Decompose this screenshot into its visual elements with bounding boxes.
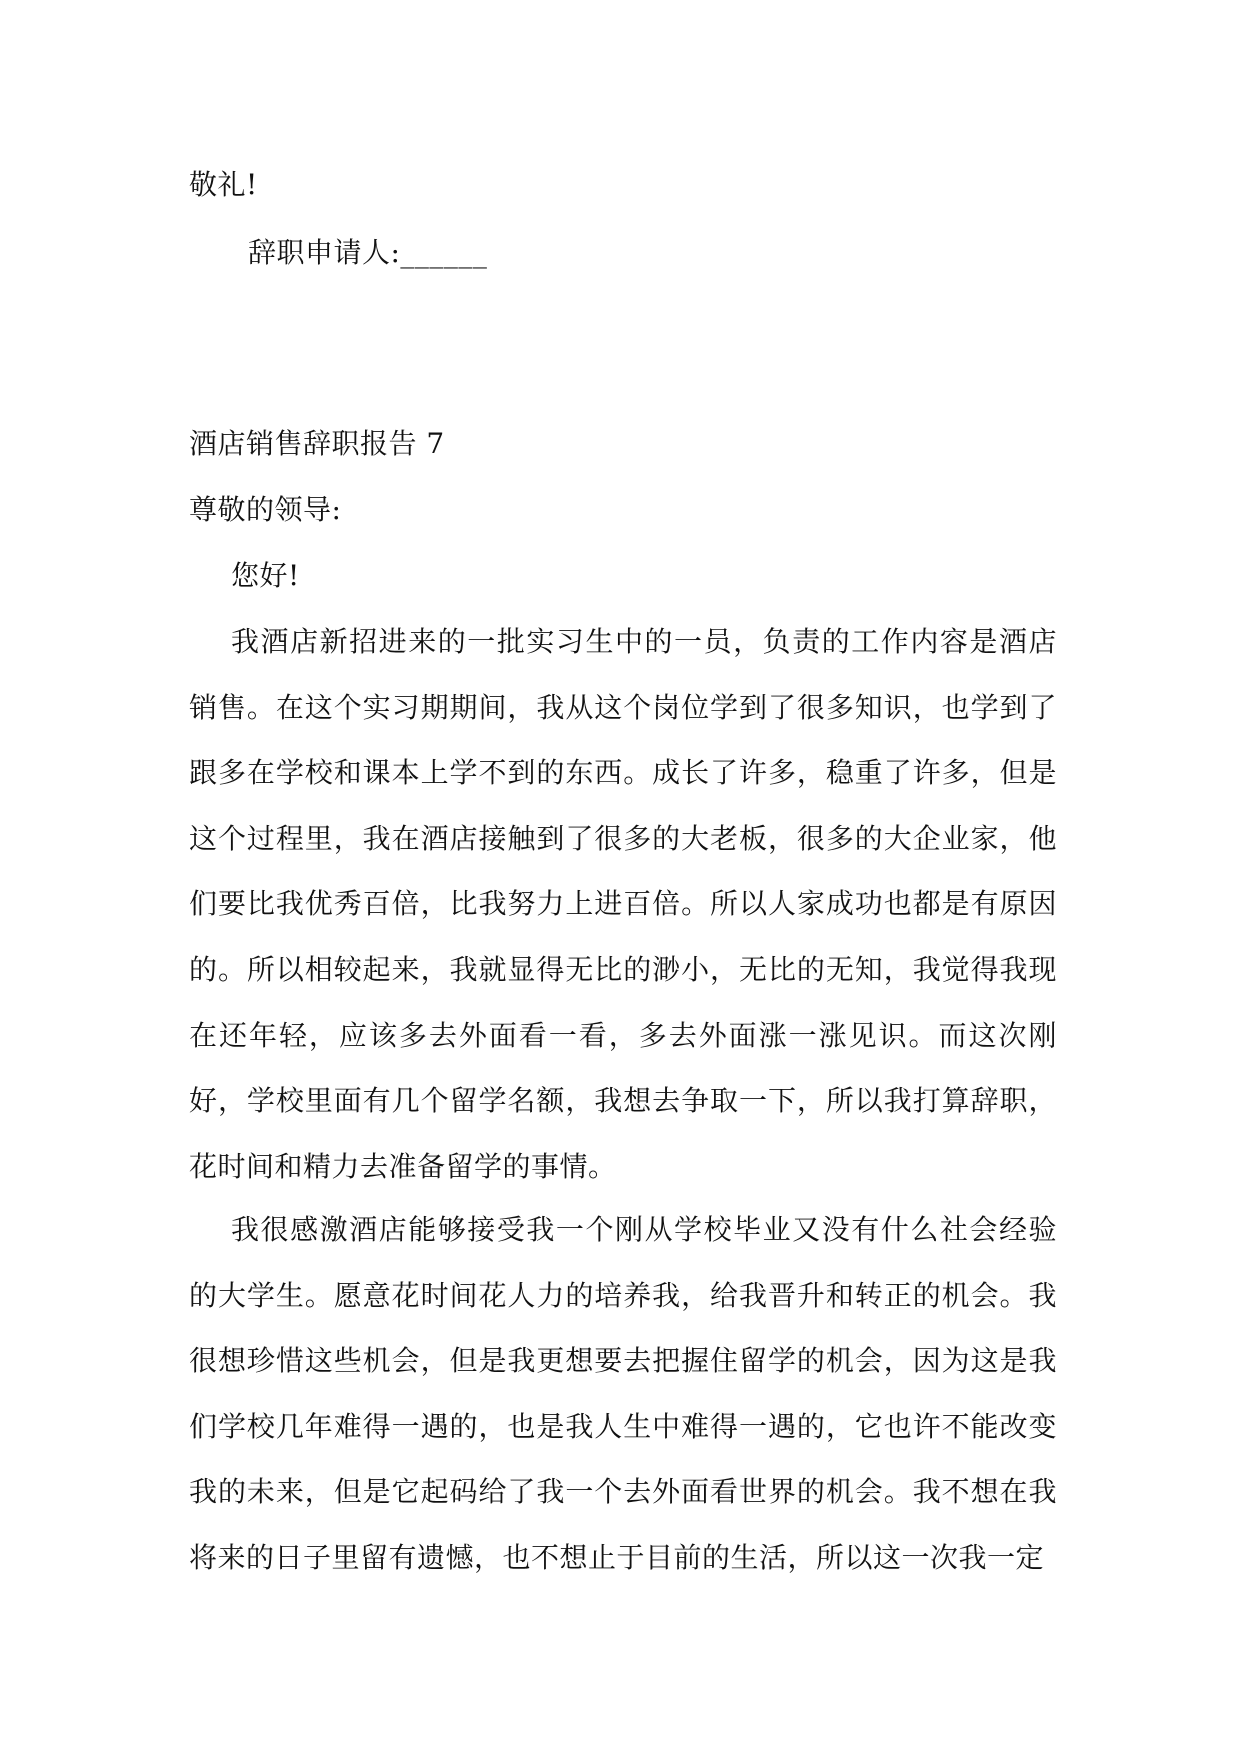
salutation: 尊敬的领导: [189,493,342,526]
greeting: 您好! [231,559,300,592]
section-title: 酒店销售辞职报告 7 [189,427,445,460]
closing-line: 敬礼! [189,168,258,201]
body-paragraph: 我很感激酒店能够接受我一个刚从学校毕业又没有什么社会经验的大学生。愿意花时间花人力的培养我，给我晋升和转正的机会。我很想珍惜这些机会，但是我更想要去把握住留学的机会，因为这是我们学校几年难得一遇的，也是我人生中难得一遇的，它也许不能改变我的未来，但是它起码给了我一个去外面看世界的机会。我不想在我将来的日子里留有遗憾，也不想止于目前的生活，所以这一次我一定 [189,1213,1057,1574]
body-paragraph: 我酒店新招进来的一批实习生中的一员，负责的工作内容是酒店销售。在这个实习期期间，我从这个岗位学到了很多知识，也学到了跟多在学校和课本上学不到的东西。成长了许多，稳重了许多，但是这个过程里，我在酒店接触到了很多的大老板，很多的大企业家，他们要比我优秀百倍，比我努力上进百倍。所以人家成功也都是有原因的。所以相较起来，我就显得无比的渺小，无比的无知，我觉得我现在还年轻，应该多去外面看一看，多去外面涨一涨见识。而这次刚好，学校里面有几个留学名额，我想去争取一下，所以我打算辞职，花时间和精力去准备留学的事情。 [189,625,1057,1183]
signature-line: 辞职申请人:______ [248,236,488,269]
